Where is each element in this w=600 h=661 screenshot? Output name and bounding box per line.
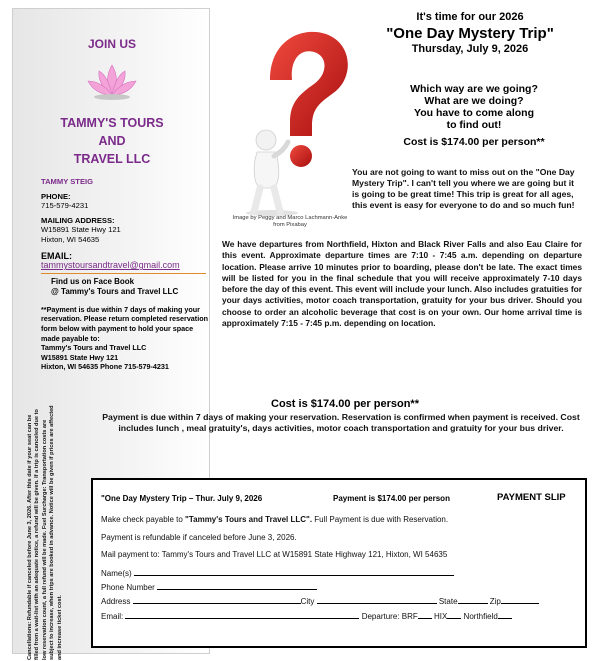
address-label: Address xyxy=(101,597,131,606)
cost-repeat: Cost is $174.00 per person** xyxy=(271,398,419,410)
trip-date: Thursday, July 9, 2026 xyxy=(411,43,529,55)
address-field[interactable] xyxy=(133,596,301,604)
facebook-line: @ Tammy's Tours and Travel LLC xyxy=(51,286,179,296)
state-label: State xyxy=(438,597,458,606)
address-line: W15891 State Hwy 121 xyxy=(41,225,121,235)
payment-slip xyxy=(91,478,587,648)
northfield-field[interactable] xyxy=(498,611,512,619)
check-prefix: Make check payable to xyxy=(101,515,186,524)
phone-value: 715-579-4231 xyxy=(41,201,89,211)
address-line: Hixton, WI 54635 xyxy=(41,234,100,244)
facebook-line: Find us on Face Book xyxy=(51,276,135,286)
intro-paragraph: You are not going to want to miss out on the "One Day Mystery Trip". I can't tell you where we are going but it is going to be great time! This trip is great for all ages, this event is easy for everyone to do and so much fun! xyxy=(352,167,575,210)
details-paragraph: We have departures from Northfield, Hixton and Black River Falls and also Eau Claire for this event. Approximate departure times are 7:10 - 7:45 a.m. depending on departure location. Please arrive 10 minutes prior to boarding, please don't be late. The exact times will be listed for you in the final schedule that you will receive approximately 7-10 days before the day of this event. This event will include your lunch. Also includes gratuities for your days activities, motor coach transportation, gratuity for your bus driver. Should you choose to order an alcoholic beverage that cost is on your own. Our home arrival time is approximately 7:15 - 7:45 p.m. depending on location. xyxy=(222,239,582,329)
email-departure-row xyxy=(101,611,512,621)
cost-line: Cost is $174.00 per person** xyxy=(403,136,545,148)
email-label: EMAIL: xyxy=(41,250,72,261)
email-link[interactable]: tammystoursandtravel@gmail.com xyxy=(41,260,180,271)
phone-row xyxy=(101,582,317,592)
trip-title: "One Day Mystery Trip" xyxy=(386,25,554,42)
payee-line: Tammy's Tours and Travel LLC xyxy=(41,343,147,353)
names-row xyxy=(101,568,454,578)
slip-title: PAYMENT SLIP xyxy=(497,492,566,503)
header-intro: It's time for our 2026 xyxy=(416,11,524,23)
payee-line: Hixton, WI 54635 Phone 715-579-4231 xyxy=(41,362,169,372)
names-field[interactable] xyxy=(134,568,454,576)
state-field[interactable] xyxy=(458,596,488,604)
payment-note xyxy=(41,305,209,372)
city-label: City xyxy=(300,597,315,606)
email-field[interactable] xyxy=(125,611,359,619)
lotus-flower-icon xyxy=(84,61,140,103)
payment-note-text: **Payment is due within 7 days of making your reservation. Please return completed reservation form below with payment to hold your space made payable to: xyxy=(41,304,208,343)
hix-field[interactable] xyxy=(447,611,461,619)
facebook-note xyxy=(41,277,209,297)
join-us-heading: JOIN US xyxy=(87,37,136,51)
cancellation-text: Cancellations: Refundable if canceled before June 3, 2026. After this date if your seat can be filled from a wait-list with an adequate notice, a refund will be given. If a trip is canceled due to low reservation count, a full refund will be made. Fuel Surcharge: Transportation costs are subject to increase, when trips are booked in advance. Notice will be given if prices are affected and increase ticket cost. xyxy=(27,405,63,660)
payee-line: W15891 State Hwy 121 xyxy=(41,352,119,362)
question-line: Which way are we going? xyxy=(410,83,538,95)
slip-check-line xyxy=(101,515,448,524)
names-label: Name(s) xyxy=(101,569,132,578)
slip-amount: Payment is $174.00 per person xyxy=(333,494,450,503)
address-row xyxy=(101,596,539,606)
mailing-label: MAILING ADDRESS: xyxy=(41,215,115,225)
email-label: Email: xyxy=(101,612,124,621)
brf-field[interactable] xyxy=(418,611,432,619)
phone-label: PHONE: xyxy=(41,191,71,201)
contact-block xyxy=(41,177,209,372)
check-payee: "Tammy's Tours and Travel LLC". xyxy=(185,515,313,524)
city-field[interactable] xyxy=(317,596,437,604)
slip-refund-line: Payment is refundable if canceled before June 3, 2026. xyxy=(101,533,297,542)
departure-label: Departure: xyxy=(361,612,400,621)
phone-label: Phone Number xyxy=(101,583,155,592)
company-line: TRAVEL LLC xyxy=(73,152,151,166)
payment-terms: Payment is due within 7 days of making your reservation. Reservation is confirmed when payment is received. Cost includes lunch , meal gratuity's, days activities, motor coach transportation and gratuity for your bus driver. xyxy=(102,412,580,433)
divider xyxy=(41,273,206,274)
zip-field[interactable] xyxy=(501,596,539,604)
brf-label: BRF xyxy=(401,612,418,621)
phone-field[interactable] xyxy=(157,582,317,590)
check-suffix: Full Payment is due with Reservation. xyxy=(312,515,449,524)
company-line: AND xyxy=(98,134,126,148)
cancellation-policy xyxy=(27,404,95,660)
question-line: to find out! xyxy=(446,119,502,131)
mystery-questions xyxy=(372,83,576,148)
image-credit: Image by Peggy and Marco Lachmann-Anke from Pixabay xyxy=(232,215,348,228)
hix-label: HIX xyxy=(433,612,448,621)
company-line: TAMMY'S TOURS xyxy=(60,116,164,130)
company-name xyxy=(13,114,211,168)
question-mark-figure-image xyxy=(230,18,360,218)
question-line: What are we doing? xyxy=(424,95,524,107)
question-line: You have to come along xyxy=(414,107,534,119)
slip-mail-line: Mail payment to: Tammy's Tours and Travel LLC at W15891 State Highway 121, Hixton, WI 54635 xyxy=(101,550,448,559)
zip-label: Zip xyxy=(489,597,501,606)
slip-trip-name: "One Day Mystery Trip – Thur. July 9, 2026 xyxy=(101,494,263,503)
flyer-header xyxy=(360,10,580,56)
contact-name: TAMMY STEIG xyxy=(41,177,94,186)
northfield-label: Northfield xyxy=(463,612,498,621)
